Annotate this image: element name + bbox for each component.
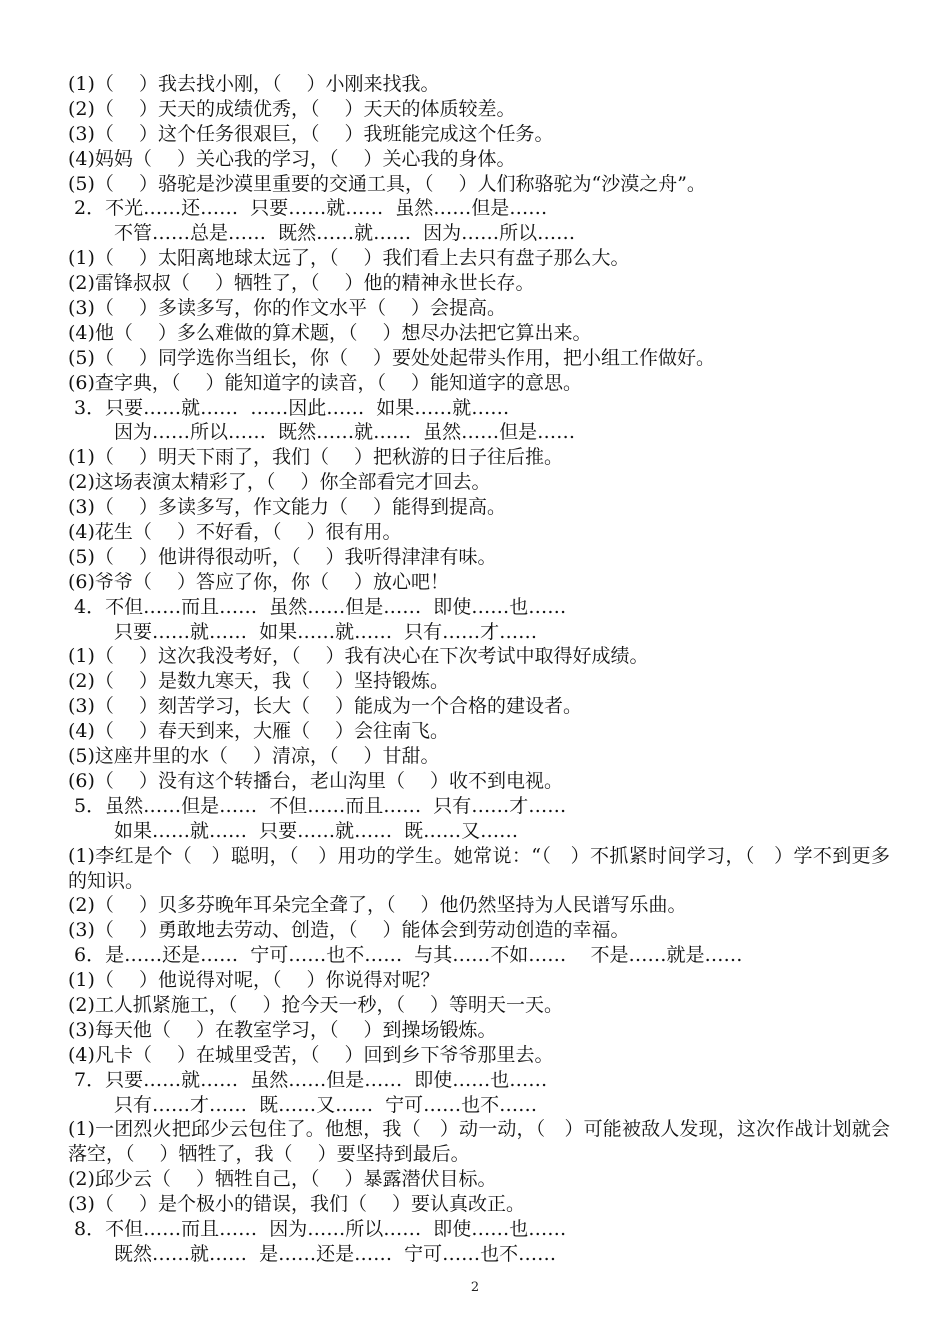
exercise-line: (2)（ ）贝多芬晚年耳朵完全聋了，（ ）他仍然坚持为人民谱写乐曲。: [68, 894, 687, 917]
word-options-line: 只有……才…… 既……又…… 宁可……也不……: [114, 1093, 538, 1116]
exercise-line: (6)查字典，（ ）能知道字的读音，（ ）能知道字的意思。: [68, 371, 582, 394]
exercise-line: (3)（ ）勇敢地去劳动、创造，（ ）能体会到劳动创造的幸福。: [68, 919, 630, 942]
document-body: [68, 72, 890, 1267]
exercise-line: (2)（ ）是数九寒天，我（ ）坚持锻炼。: [68, 670, 449, 693]
exercise-line: (3)（ ）多读多写，你的作文水平（ ）会提高。: [68, 297, 506, 320]
question-header: 3．只要……就…… ……因此…… 如果……就……: [68, 396, 510, 419]
exercise-line: (4)凡卡（ ）在城里受苦，（ ）回到乡下爷爷那里去。: [68, 1043, 554, 1066]
exercise-line: (5)（ ）骆驼是沙漠里重要的交通工具，（ ）人们称骆驼为“沙漠之舟”。: [68, 172, 706, 195]
exercise-line: (1)（ ）我去找小刚，（ ）小刚来找我。: [68, 73, 440, 95]
exercise-line: (5)（ ）同学选你当组长，你（ ）要处处起带头作用，把小组工作做好。: [68, 346, 715, 369]
word-options-line: 既然……就…… 是……还是…… 宁可……也不……: [114, 1242, 557, 1265]
exercise-line: (4)他（ ）多么难做的算术题，（ ）想尽办法把它算出来。: [68, 321, 592, 344]
word-options-line: 只要……就…… 如果……就…… 只有……才……: [114, 620, 538, 643]
exercise-line: (2)邱少云（ ）牺牲自己，（ ）暴露潜伏目标。: [68, 1168, 497, 1191]
exercise-line: (6)爷爷（ ）答应了你，你（ ）放心吧！: [68, 570, 449, 593]
question-header: 6．是……还是…… 宁可……也不…… 与其……不如…… 不是……就是……: [68, 944, 743, 967]
page-number: 2: [470, 1280, 480, 1295]
word-options-line: 不管……总是…… 既然……就…… 因为……所以……: [114, 222, 576, 245]
exercise-line: (2)工人抓紧施工，（ ）抢今天一秒，（ ）等明天一天。: [68, 993, 563, 1016]
exercise-line: (1)（ ）明天下雨了，我们（ ）把秋游的日子往后推。: [68, 446, 563, 469]
exercise-line: (4)花生（ ）不好看，（ ）很有用。: [68, 521, 402, 544]
exercise-line: (5)这座井里的水（ ）清凉，（ ）甘甜。: [68, 745, 440, 768]
exercise-line: (5)（ ）他讲得很动听，（ ）我听得津津有味。: [68, 545, 497, 568]
exercise-line: (3)（ ）是个极小的错误，我们（ ）要认真改正。: [68, 1193, 525, 1216]
word-options-line: 因为……所以…… 既然……就…… 虽然……但是……: [114, 421, 576, 444]
exercise-line: (3)（ ）刻苦学习，长大（ ）能成为一个合格的建设者。: [68, 695, 582, 718]
exercise-line: (6)（ ）没有这个转播台，老山沟里（ ）收不到电视。: [68, 769, 563, 792]
question-header: 7．只要……就…… 虽然……但是…… 即使……也……: [68, 1068, 548, 1091]
exercise-line: (1)（ ）太阳离地球太远了，（ ）我们看上去只有盘子那么大。: [68, 247, 630, 270]
exercise-line: (4)妈妈（ ）关心我的学习，（ ）关心我的身体。: [68, 147, 516, 170]
exercise-line: (1)（ ）他说得对呢，（ ）你说得对呢？: [68, 969, 440, 992]
exercise-line: (1)（ ）这次我没考好，（ ）我有决心在下次考试中取得好成绩。: [68, 645, 649, 668]
question-header: 2．不光……还…… 只要……就…… 虽然……但是……: [68, 197, 548, 220]
exercise-line: (2)雷锋叔叔（ ）牺牲了，（ ）他的精神永世长存。: [68, 272, 535, 295]
exercise-line: (3)每天他（ ）在教室学习，（ ）到操场锻炼。: [68, 1018, 497, 1041]
exercise-line: (3)（ ）多读多写，作文能力（ ）能得到提高。: [68, 496, 506, 519]
question-header: 5．虽然……但是…… 不但……而且…… 只有……才……: [68, 794, 567, 817]
exercise-line: (2)（ ）天天的成绩优秀，（ ）天天的体质较差。: [68, 97, 516, 120]
question-header: 4．不但……而且…… 虽然……但是…… 即使……也……: [68, 595, 567, 618]
exercise-line: (1)李红是个（ ）聪明，（ ）用功的学生。她常说：“（ ）不抓紧时间学习，（ ）学不到更多的知识。: [68, 844, 890, 892]
exercise-line: (4)（ ）春天到来，大雁（ ）会往南飞。: [68, 720, 449, 743]
question-header: 8．不但……而且…… 因为……所以…… 即使……也……: [68, 1218, 567, 1241]
exercise-line: (2)这场表演太精彩了，（ ）你全部看完才回去。: [68, 471, 491, 494]
word-options-line: 如果……就…… 只要……就…… 既……又……: [114, 819, 519, 842]
exercise-line: (1)一团烈火把邱少云包住了。他想，我（ ）动一动，（ ）可能被敌人发现，这次作战计划就会落空，（ ）牺牲了，我（ ）要坚持到最后。: [68, 1118, 890, 1166]
exercise-line: (3)（ ）这个任务很艰巨，（ ）我班能完成这个任务。: [68, 122, 554, 145]
